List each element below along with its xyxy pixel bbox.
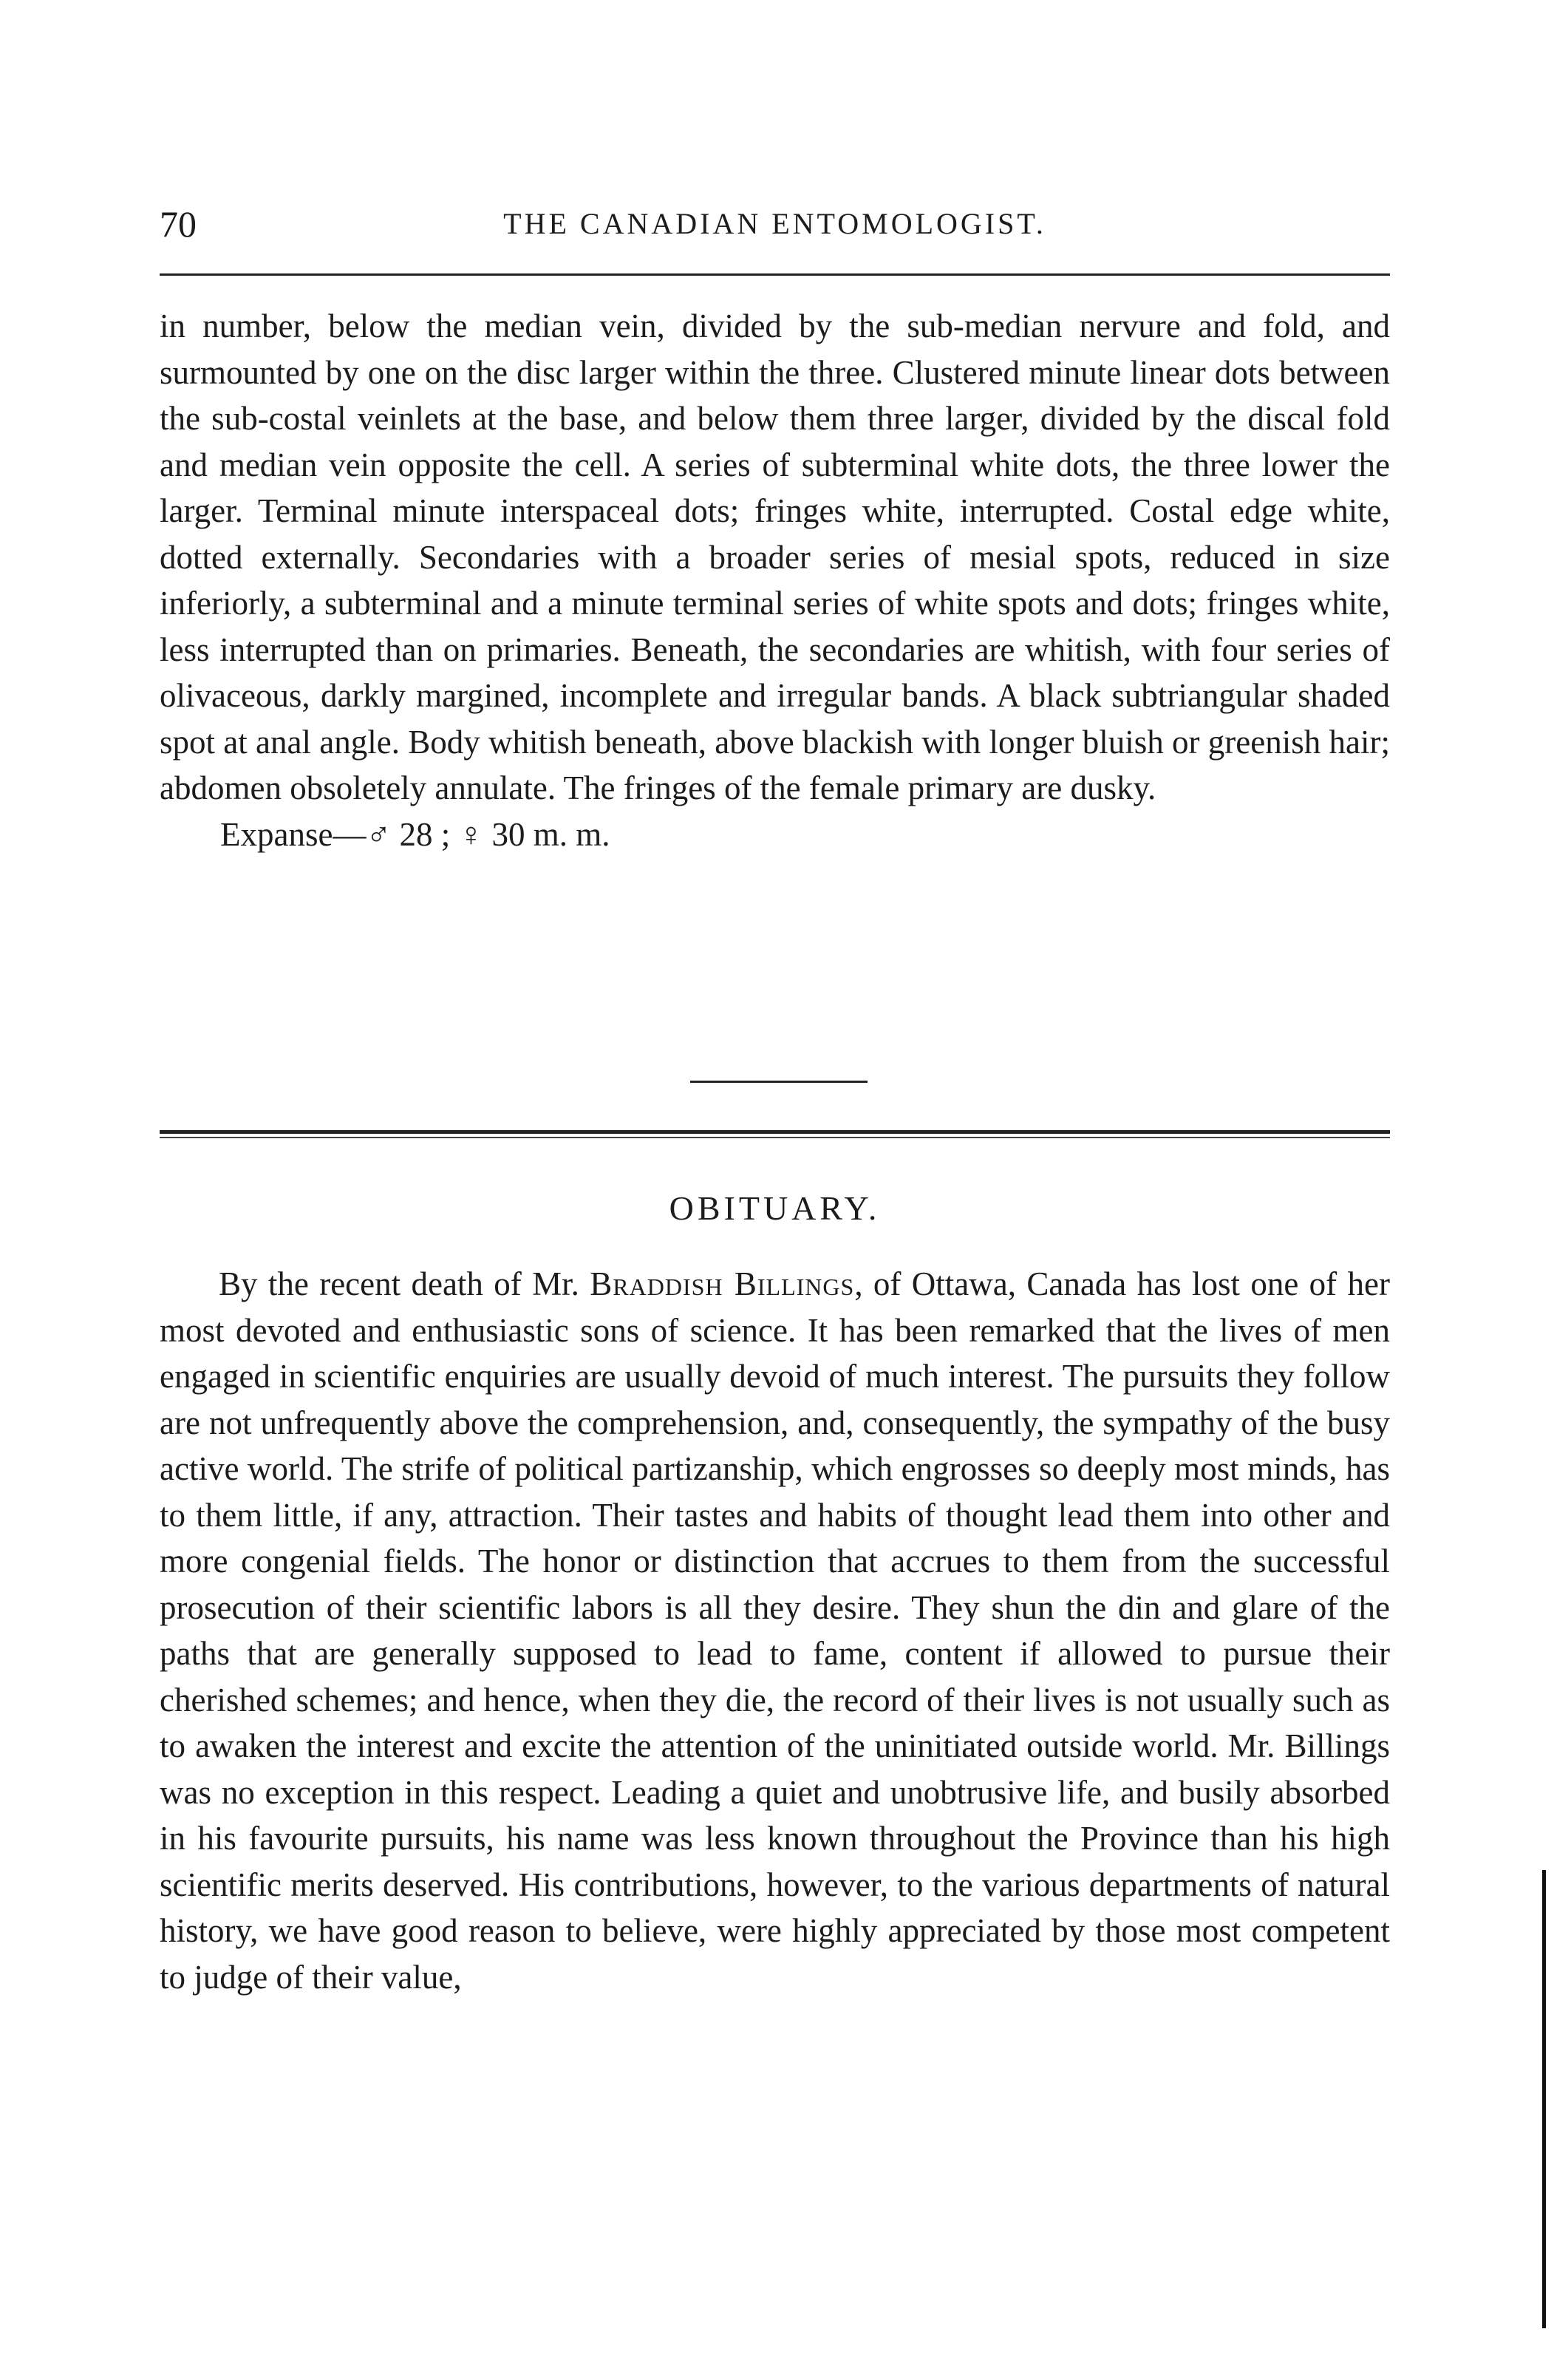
scan-margin-bar bbox=[1542, 1870, 1546, 2328]
expanse-line: Expanse—♂ 28 ; ♀ 30 m. m. bbox=[220, 815, 610, 853]
obituary-paragraph bbox=[160, 1261, 1390, 2000]
section-end-rule bbox=[690, 1081, 868, 1083]
obituary-name: Braddish Billings bbox=[590, 1265, 855, 1302]
page-header bbox=[160, 198, 1390, 250]
obituary-section bbox=[160, 1261, 1390, 2000]
running-title: THE CANADIAN ENTOMOLOGIST. bbox=[503, 207, 1046, 240]
article-divider bbox=[160, 1130, 1390, 1138]
obituary-lead: By the recent death of Mr. bbox=[219, 1265, 590, 1302]
page-number: 70 bbox=[160, 203, 197, 245]
obituary-text: , of Ottawa, Canada has lost one of her most devoted and enthusiastic sons of science. It has been remarked that the lives of men engaged in scientific enquiries are usually devoid of much interest. The pursuits they follow are not unfrequently above the comprehension, and, consequently, the sympathy of the busy active world. The strife of political partizanship, which engrosses so deeply most minds, has to them little, if any, attraction. Their tastes and habits of thought lead them into other and more congenial fields. The honor or distinction that accrues to them from the successful prosecution of their scientific labors is all they desire. They shun the din and glare of the paths that are generally supposed to lead to fame, content if allowed to pursue their cherished schemes; and hence, when they die, the record of their lives is not usually such as to awaken the interest and excite the attention of the uninitiated outside world. Mr. Billings was no exception in this respect. Leading a quiet and unobtrusive life, and busily absorbed in his favourite pursuits, his name was less known throughout the Province than his high scientific merits deserved. His contributions, however, to the various departments of natural history, we have good reason to believe, were highly appreciated by those most competent to judge of their value, bbox=[160, 1265, 1390, 1996]
description-section bbox=[160, 303, 1390, 857]
obituary-title: OBITUARY. bbox=[669, 1189, 881, 1227]
header-rule bbox=[160, 273, 1390, 276]
description-paragraph: in number, below the median vein, divided by the sub-median nervure and fold, and surmounted by one on the disc larger within the three. Clustered minute linear dots between the sub-costal veinlets at the base, and below them three larger, divided by the discal fold and median vein opposite the cell. A series of subterminal white dots, the three lower the larger. Terminal minute interspaceal dots; fringes white, interrupted. Costal edge white, dotted externally. Secondaries with a broader series of mesial spots, reduced in size inferiorly, a subterminal and a minute terminal series of white spots and dots; fringes white, less interrupted than on primaries. Beneath, the secondaries are whitish, with four series of olivaceous, darkly margined, incomplete and irregular bands. A black subtriangular shaded spot at anal angle. Body whitish beneath, above blackish with longer bluish or greenish hair; abdomen obsoletely annulate. The fringes of the female primary are dusky. bbox=[160, 307, 1390, 806]
